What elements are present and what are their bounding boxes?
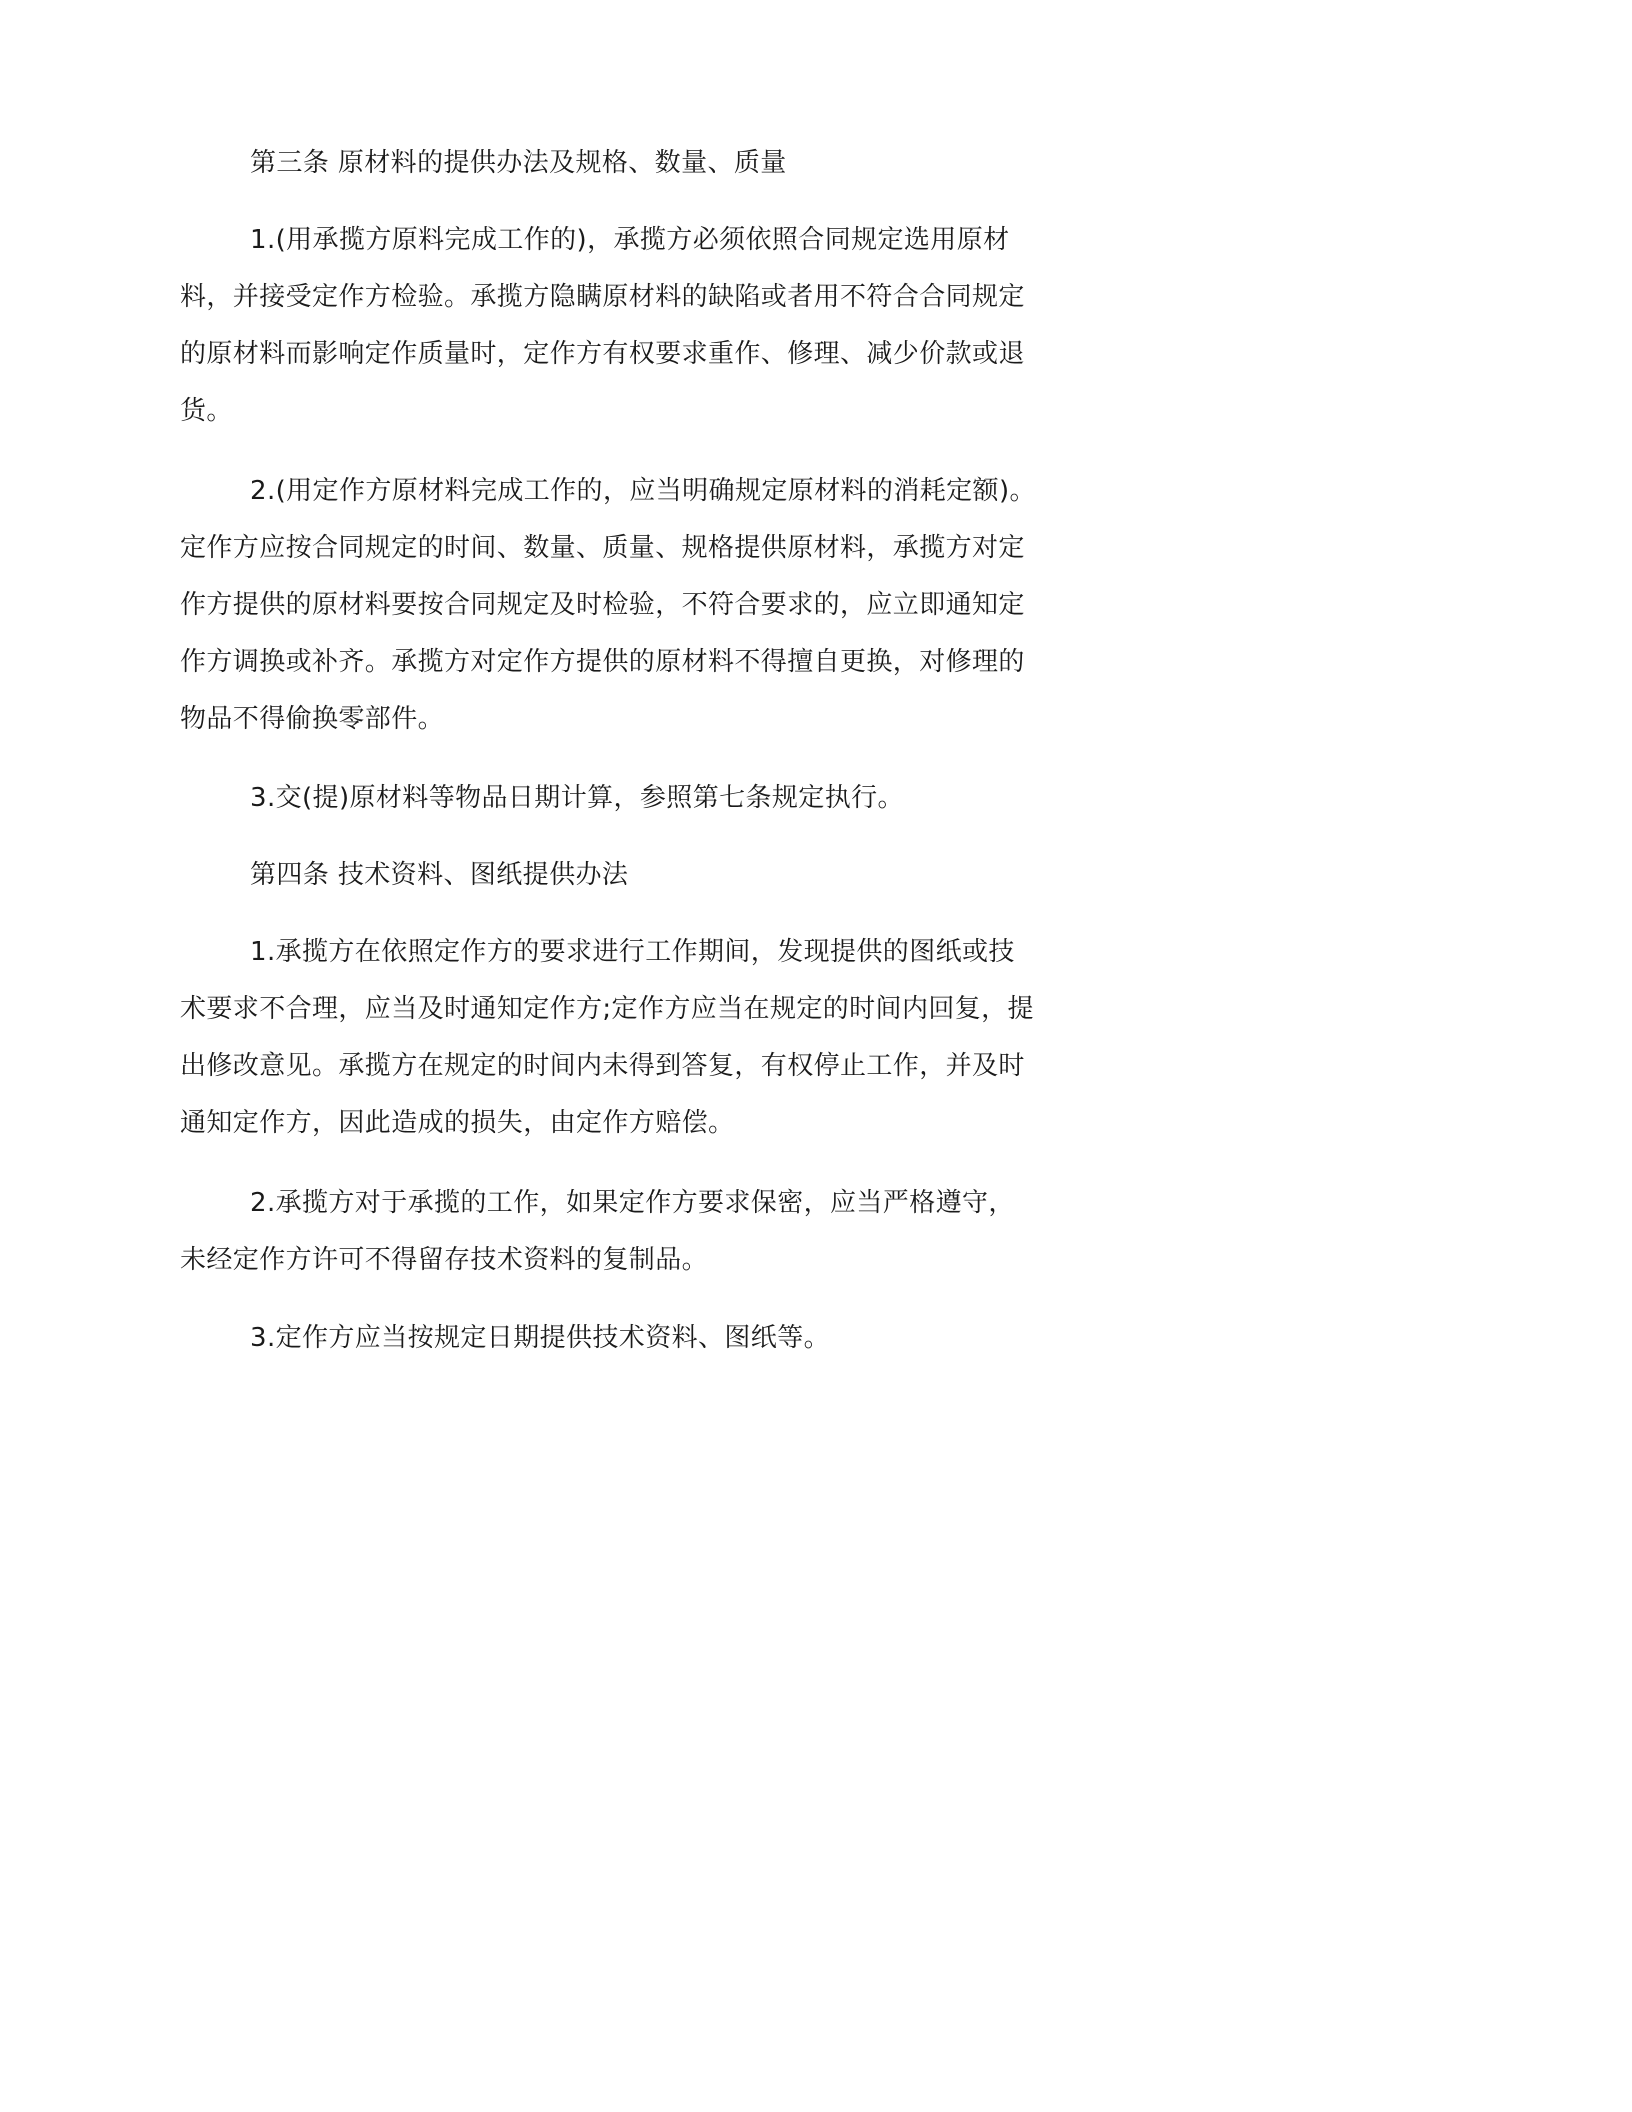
article3-item-3: 3.交(提)原材料等物品日期计算，参照第七条规定执行。 <box>250 783 904 813</box>
article3-item-1: 1.(用承揽方原料完成工作的)，承揽方必须依照合同规定选用原材料，并接受定作方检验。承揽方隐瞒原材料的缺陷或者用不符合合同规定的原材料而影响定作质量时，定作方有权要求重作、修理、减少价款或退货。 <box>180 225 1025 426</box>
article3-heading: 第三条 原材料的提供办法及规格、数量、质量 <box>250 148 787 178</box>
article3-item-2: 2.(用定作方原材料完成工作的，应当明确规定原材料的消耗定额)。定作方应按合同规定的时间、数量、质量、规格提供原材料，承揽方对定作方提供的原材料要按合同规定及时检验，不符合要求的，应立即通知定作方调换或补齐。承揽方对定作方提供的原材料不得擅自更换，对修理的物品不得偷换零部件。 <box>180 476 1036 734</box>
article4-item-1: 1.承揽方在依照定作方的要求进行工作期间，发现提供的图纸或技术要求不合理，应当及时通知定作方;定作方应当在规定的时间内回复，提出修改意见。承揽方在规定的时间内未得到答复，有权停止工作，并及时通知定作方，因此造成的损失，由定作方赔偿。 <box>180 937 1034 1138</box>
article4-item-3: 3.定作方应当按规定日期提供技术资料、图纸等。 <box>250 1323 831 1353</box>
article4-heading: 第四条 技术资料、图纸提供办法 <box>250 860 629 890</box>
article4-item-2: 2.承揽方对于承揽的工作，如果定作方要求保密，应当严格遵守，未经定作方许可不得留存技术资料的复制品。 <box>180 1188 1015 1275</box>
